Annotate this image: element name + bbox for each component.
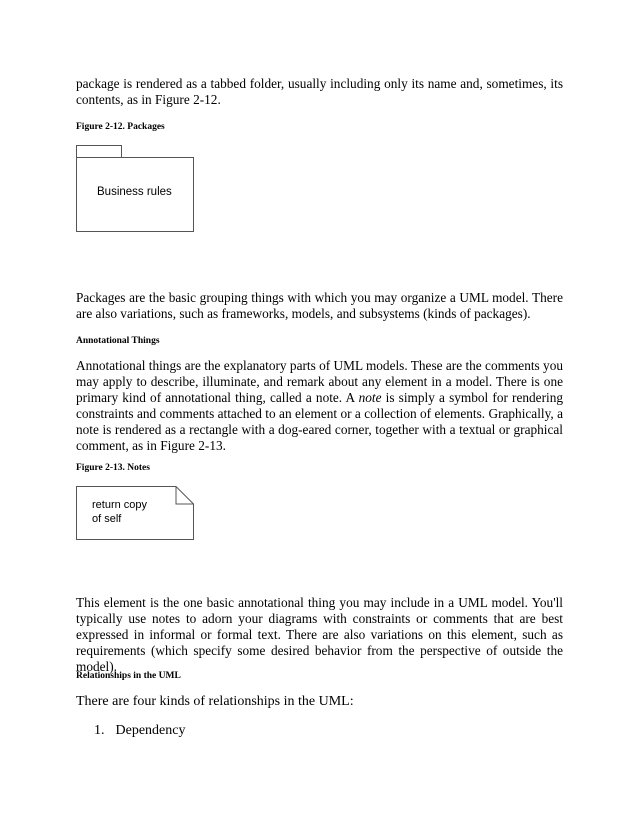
note-text-line-1: return copy (92, 499, 148, 511)
list-item-text: Dependency (115, 723, 186, 738)
note-term: note (358, 390, 382, 405)
paragraph-annotational (76, 358, 563, 454)
paragraph-package-intro: package is rendered as a tabbed folder, usually including only its name and, sometimes, its contents, as in Figure 2-12. (76, 76, 563, 107)
package-tab (76, 145, 122, 157)
list-item (94, 723, 185, 739)
figure-2-13-caption: Figure 2-13. Notes (76, 463, 150, 473)
paragraph-relationship-kinds: There are four kinds of relationships in the UML: (76, 694, 354, 709)
figure-2-12-caption: Figure 2-12. Packages (76, 122, 165, 132)
heading-relationships: Relationships in the UML (76, 671, 181, 681)
note-text-line-2: of self (92, 513, 122, 525)
paragraph-packages: Packages are the basic grouping things with which you may organize a UML model. There are also variations, such as frameworks, models, and subsystems (kinds of packages). (76, 290, 563, 321)
annotational-text-start: Annotational things are the explanatory parts of UML models. These are the comments you may apply to describe, illuminate, and remark about any element in a model. There is one primary kind of annotational thing, called a note. A (76, 358, 563, 405)
package-label: Business rules (97, 186, 172, 198)
heading-annotational-things: Annotational Things (76, 336, 160, 346)
package-figure (76, 157, 194, 232)
annotational-text-end: is simply a symbol for rendering constraints and comments attached to an element or a collection of elements. Graphically, a note is rendered as a rectangle with a dog-eared corner, together with a textual or graphical comment, as in Figure 2-13. (76, 390, 563, 453)
paragraph-note-element: This element is the one basic annotational thing you may include in a UML model. You'll typically use notes to adorn your diagrams with constraints or comments that are best expressed in informal or formal text. There are also variations on this element, such as requirements (which specify some desired behavior from the perspective of outside the model). (76, 595, 563, 674)
list-item-number: 1. (94, 723, 105, 738)
